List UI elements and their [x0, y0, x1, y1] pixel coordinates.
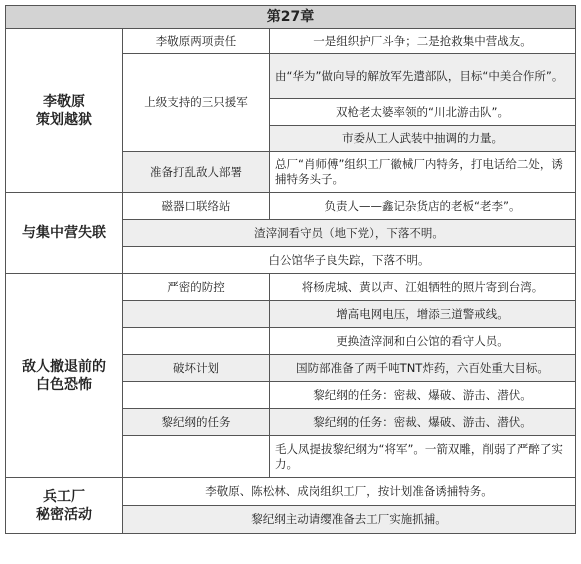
chapter-outline-table: [5, 5, 576, 534]
content-cell: 双枪老太婆率领的“川北游击队”。: [270, 99, 576, 126]
content-cell: 黎纪纲主动请缨准备去工厂实施抓捕。: [123, 506, 576, 534]
section-label-line: 白色恐怖: [36, 376, 92, 393]
content-cell: 黎纪纲的任务：密裁、爆破、游击、潜伏。: [270, 409, 576, 436]
subtopic-cell-empty: [123, 301, 270, 328]
subtopic-cell-empty: [123, 436, 270, 478]
content-cell: 总厂“肖师傅”组织工厂徽械厂内特务，打电话给二处，诱捕特务头子。: [270, 152, 576, 193]
section-label-line: 兵工厂: [43, 488, 85, 505]
content-cell: 由“华为”做向导的解放军先遣部队，目标“中美合作所”。: [270, 54, 576, 99]
section-label-arsenal: [6, 478, 123, 534]
subtopic-cell: 严密的防控: [123, 274, 270, 301]
content-cell: 国防部准备了两千吨TNT炸药，六百处重大目标。: [270, 355, 576, 382]
content-cell: 一是组织护厂斗争；二是抢救集中营战友。: [270, 29, 576, 54]
content-cell: 渣滓洞看守员（地下党），下落不明。: [123, 220, 576, 247]
subtopic-cell: 上级支持的三只援军: [123, 54, 270, 152]
chapter-title: 第27章: [6, 6, 576, 29]
content-cell: 白公馆华子良失踪，下落不明。: [123, 247, 576, 274]
content-cell: 李敬原、陈松林、成岗组织工厂，按计划准备诱捕特务。: [123, 478, 576, 506]
section-label-line: 李敬原: [43, 93, 85, 110]
subtopic-cell: 磁器口联络站: [123, 193, 270, 220]
content-cell: 毛人凤提拔黎纪纲为“将军”。一箭双雕，削弱了严醉了实力。: [270, 436, 576, 478]
content-cell: 更换渣滓洞和白公馆的看守人员。: [270, 328, 576, 355]
content-cell: 增高电网电压，增添三道警戒线。: [270, 301, 576, 328]
section-label-escape-plan: [6, 29, 123, 193]
content-cell: 负责人——鑫记杂货店的老板“老李”。: [270, 193, 576, 220]
content-cell: 黎纪纲的任务：密裁、爆破、游击、潜伏。: [270, 382, 576, 409]
section-label-lost-contact: 与集中营失联: [6, 193, 123, 274]
subtopic-cell-empty: [123, 382, 270, 409]
content-cell: 将杨虎城、黄以声、江姐牺牲的照片寄到台湾。: [270, 274, 576, 301]
section-label-line: 策划越狱: [36, 111, 92, 128]
section-label-white-terror: [6, 274, 123, 478]
subtopic-cell-empty: [123, 328, 270, 355]
subtopic-cell: 李敬原两项责任: [123, 29, 270, 54]
outline-table-wrapper: [5, 5, 575, 557]
subtopic-cell: 准备打乱敌人部署: [123, 152, 270, 193]
content-cell: 市委从工人武装中抽调的力量。: [270, 126, 576, 152]
section-label-line: 秘密活动: [36, 506, 92, 523]
subtopic-cell: 黎纪纲的任务: [123, 409, 270, 436]
section-label-line: 敌人撤退前的: [22, 358, 106, 375]
subtopic-cell: 破坏计划: [123, 355, 270, 382]
